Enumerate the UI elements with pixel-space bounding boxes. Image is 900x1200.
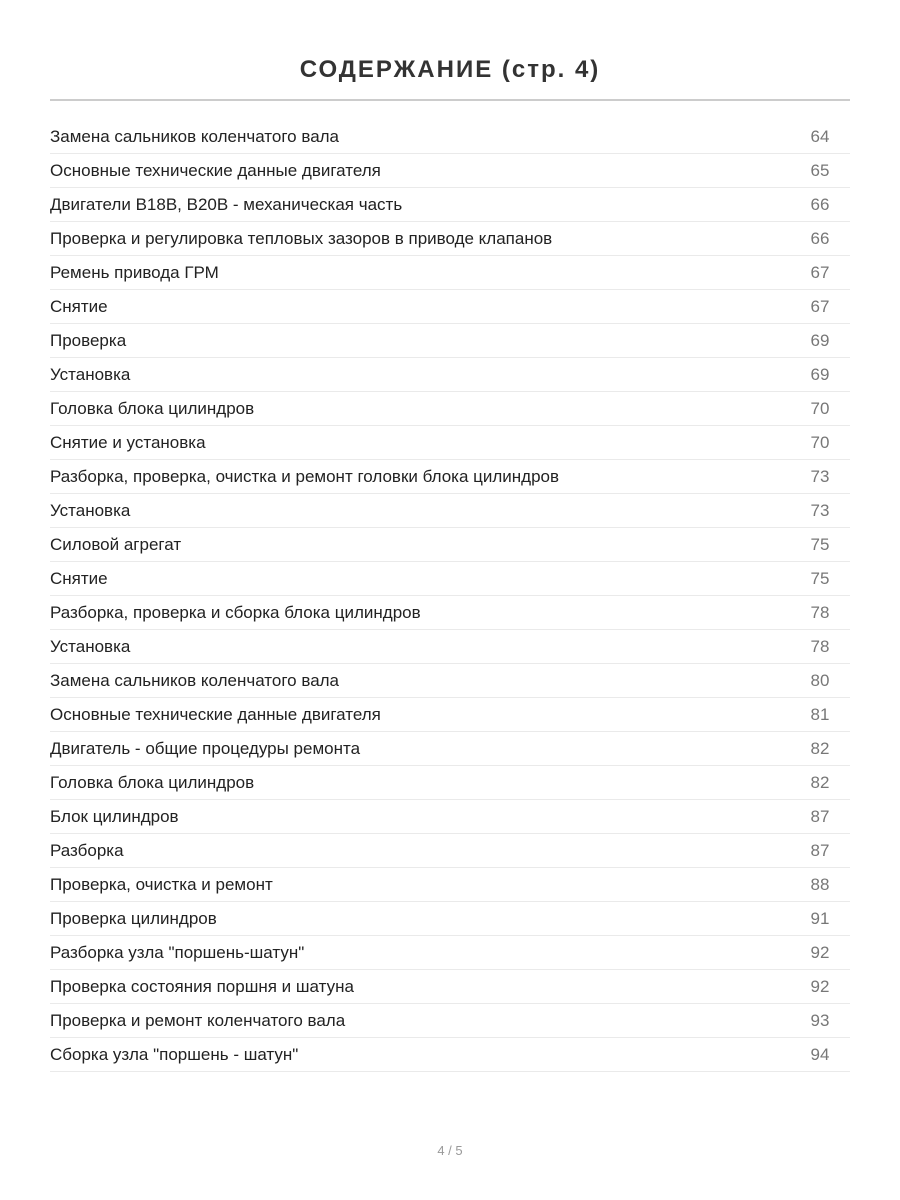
toc-entry-label: Установка — [50, 636, 131, 656]
toc-entry-page-number: 78 — [810, 602, 830, 622]
toc-entry-page-number: 87 — [810, 806, 830, 826]
toc-entry-label: Замена сальников коленчатого вала — [50, 126, 340, 146]
toc-entry-page-number: 87 — [810, 840, 830, 860]
table-of-contents — [50, 120, 850, 1072]
toc-entry-label: Проверка и регулировка тепловых зазоров в приводе клапанов — [50, 228, 553, 248]
toc-entry-page-number: 70 — [810, 398, 830, 418]
toc-entry-label: Основные технические данные двигателя — [50, 704, 381, 724]
toc-entry-label: Снятие — [50, 568, 108, 588]
toc-entry-page-number: 75 — [810, 534, 830, 554]
toc-entry[interactable] — [50, 120, 850, 154]
toc-entry[interactable] — [50, 494, 850, 528]
toc-entry-label: Проверка и ремонт коленчатого вала — [50, 1010, 346, 1030]
toc-entry-label: Сборка узла "поршень - шатун" — [50, 1044, 299, 1064]
toc-entry[interactable] — [50, 324, 850, 358]
toc-entry[interactable] — [50, 290, 850, 324]
toc-entry-page-number: 73 — [810, 500, 830, 520]
toc-entry[interactable] — [50, 256, 850, 290]
toc-entry[interactable] — [50, 392, 850, 426]
toc-entry-label: Снятие — [50, 296, 108, 316]
page-indicator: 4 / 5 — [437, 1143, 463, 1158]
toc-entry-page-number: 66 — [810, 228, 830, 248]
toc-entry[interactable] — [50, 562, 850, 596]
toc-entry[interactable] — [50, 902, 850, 936]
toc-entry-page-number: 75 — [810, 568, 830, 588]
toc-entry-label: Проверка цилиндров — [50, 908, 217, 928]
toc-entry-label: Блок цилиндров — [50, 806, 179, 826]
toc-entry-label: Проверка — [50, 330, 127, 350]
toc-entry-page-number: 78 — [810, 636, 830, 656]
toc-entry-label: Разборка узла "поршень-шатун" — [50, 942, 305, 962]
toc-entry[interactable] — [50, 868, 850, 902]
toc-entry-page-number: 91 — [810, 908, 830, 928]
toc-entry-page-number: 82 — [810, 772, 830, 792]
toc-entry-label: Головка блока цилиндров — [50, 772, 255, 792]
toc-entry-label: Основные технические данные двигателя — [50, 160, 381, 180]
toc-entry-page-number: 65 — [810, 160, 830, 180]
toc-entry-label: Двигатель - общие процедуры ремонта — [50, 738, 361, 758]
toc-entry-page-number: 67 — [810, 262, 830, 282]
toc-entry[interactable] — [50, 426, 850, 460]
toc-entry-page-number: 92 — [810, 942, 830, 962]
toc-entry-page-number: 82 — [810, 738, 830, 758]
toc-entry-page-number: 69 — [810, 364, 830, 384]
toc-entry[interactable] — [50, 732, 850, 766]
toc-entry[interactable] — [50, 528, 850, 562]
toc-entry[interactable] — [50, 596, 850, 630]
toc-entry-page-number: 80 — [810, 670, 830, 690]
toc-entry-page-number: 88 — [810, 874, 830, 894]
toc-entry[interactable] — [50, 358, 850, 392]
toc-entry-page-number: 92 — [810, 976, 830, 996]
toc-entry-label: Разборка, проверка, очистка и ремонт головки блока цилиндров — [50, 466, 560, 486]
toc-entry[interactable] — [50, 698, 850, 732]
toc-entry-page-number: 66 — [810, 194, 830, 214]
toc-entry-label: Силовой агрегат — [50, 534, 182, 554]
toc-entry[interactable] — [50, 1004, 850, 1038]
toc-entry-page-number: 94 — [810, 1044, 830, 1064]
toc-entry-label: Замена сальников коленчатого вала — [50, 670, 340, 690]
toc-entry[interactable] — [50, 834, 850, 868]
toc-entry-label: Проверка состояния поршня и шатуна — [50, 976, 354, 996]
toc-entry-label: Проверка, очистка и ремонт — [50, 874, 273, 894]
title-divider — [50, 99, 850, 101]
toc-entry-page-number: 73 — [810, 466, 830, 486]
toc-entry-label: Разборка, проверка и сборка блока цилиндров — [50, 602, 421, 622]
toc-entry-page-number: 81 — [810, 704, 830, 724]
toc-entry-label: Головка блока цилиндров — [50, 398, 255, 418]
toc-entry[interactable] — [50, 154, 850, 188]
toc-entry-label: Разборка — [50, 840, 124, 860]
toc-entry-label: Двигатели B18B, B20B - механическая часть — [50, 194, 403, 214]
toc-entry-page-number: 64 — [810, 126, 830, 146]
toc-entry[interactable] — [50, 460, 850, 494]
toc-entry[interactable] — [50, 1038, 850, 1072]
toc-entry-page-number: 69 — [810, 330, 830, 350]
toc-entry[interactable] — [50, 630, 850, 664]
toc-entry-label: Установка — [50, 364, 131, 384]
toc-entry-page-number: 93 — [810, 1010, 830, 1030]
toc-entry[interactable] — [50, 222, 850, 256]
toc-entry[interactable] — [50, 664, 850, 698]
toc-entry[interactable] — [50, 188, 850, 222]
toc-entry-page-number: 67 — [810, 296, 830, 316]
toc-entry[interactable] — [50, 766, 850, 800]
page-title: СОДЕРЖАНИЕ (стр. 4) — [299, 56, 601, 84]
toc-entry-label: Ремень привода ГРМ — [50, 262, 219, 282]
toc-entry[interactable] — [50, 936, 850, 970]
toc-entry[interactable] — [50, 970, 850, 1004]
toc-entry[interactable] — [50, 800, 850, 834]
toc-entry-page-number: 70 — [810, 432, 830, 452]
toc-entry-label: Установка — [50, 500, 131, 520]
toc-entry-label: Снятие и установка — [50, 432, 206, 452]
